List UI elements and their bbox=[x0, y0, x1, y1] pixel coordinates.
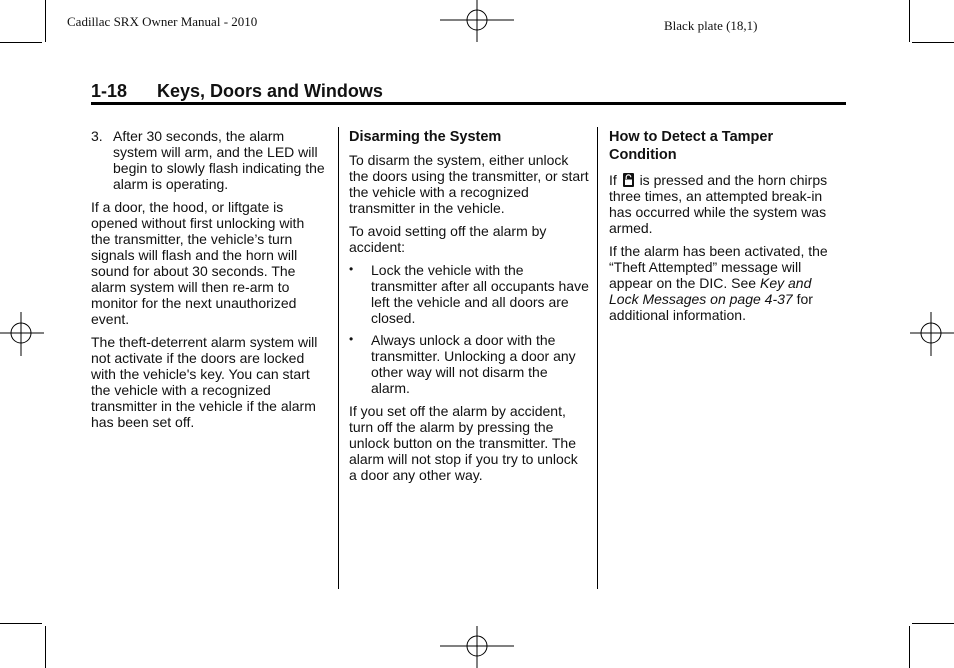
bullet-symbol: • bbox=[349, 332, 354, 346]
paragraph-dic bbox=[609, 243, 841, 323]
column-divider-1 bbox=[338, 127, 339, 589]
registration-mark-right bbox=[910, 312, 954, 356]
manual-title: Cadillac SRX Owner Manual - 2010 bbox=[67, 14, 258, 29]
text-after-icon: is pressed and the horn chirps three times, an attempted break-in has occurred while the system was armed. bbox=[609, 172, 828, 236]
reference-link[interactable]: Key and Lock Messages on page 4-37 bbox=[609, 275, 812, 307]
heading-tamper: How to Detect a Tamper Condition bbox=[609, 129, 774, 163]
paragraph-accident: If you set off the alarm by accident, turn off the alarm by pressing the unlock button on the transmitter. The alarm will not stop if you try to unlock a door any other way. bbox=[349, 403, 578, 483]
crop-mark-bottom-right-h bbox=[912, 623, 954, 624]
text-if: If bbox=[609, 172, 617, 188]
column-3 bbox=[609, 128, 841, 330]
text-dic: If the alarm has been activated, the “Theft Attempted” message will appear on the DIC. See bbox=[609, 243, 828, 291]
section-title: Keys, Doors and Windows bbox=[157, 81, 383, 101]
step-text: After 30 seconds, the alarm system will arm, and the LED will begin to slowly flash indicating the alarm is operating. bbox=[113, 128, 325, 192]
registration-mark-left bbox=[0, 312, 44, 356]
column-1 bbox=[91, 128, 327, 437]
paragraph-key-lock: The theft-deterrent alarm system will not activate if the doors are locked with the vehicle's key. You can start the vehicle with a recognized transmitter in the vehicle if the alarm has been set off. bbox=[91, 334, 318, 430]
heading-disarming: Disarming the System bbox=[349, 129, 502, 145]
crop-mark-top-right-v bbox=[909, 0, 910, 42]
bullet-text: Lock the vehicle with the transmitter after all occupants have left the vehicle and all doors are closed. bbox=[371, 262, 589, 326]
step-3 bbox=[91, 128, 327, 192]
paragraph-avoid: To avoid setting off the alarm by accident: bbox=[349, 223, 547, 255]
text-additional: for additional information. bbox=[609, 291, 813, 323]
bullet-text: Always unlock a door with the transmitter. Unlocking a door any other way will not disarm the alarm. bbox=[371, 332, 576, 396]
crop-mark-top-left-h bbox=[0, 42, 42, 43]
registration-mark-top bbox=[440, 0, 514, 44]
crop-mark-top-left-v bbox=[45, 0, 46, 42]
crop-mark-top-right-h bbox=[912, 42, 954, 43]
step-number: 3. bbox=[91, 128, 103, 144]
column-divider-2 bbox=[597, 127, 598, 589]
registration-mark-bottom bbox=[440, 624, 514, 668]
page-number: 1-18 bbox=[91, 81, 128, 101]
crop-mark-bottom-left-h bbox=[0, 623, 42, 624]
bullet-symbol: • bbox=[349, 262, 354, 276]
paragraph-disarm: To disarm the system, either unlock the doors using the transmitter, or start the vehicle with a recognized transmitter in the vehicle. bbox=[349, 152, 589, 216]
section-heading bbox=[91, 80, 846, 105]
paragraph-tamper bbox=[609, 172, 841, 236]
list-item bbox=[349, 262, 589, 326]
list-item bbox=[349, 332, 589, 396]
crop-mark-bottom-right-v bbox=[909, 626, 910, 668]
column-2 bbox=[349, 128, 589, 490]
unlock-button-icon bbox=[623, 173, 634, 187]
crop-mark-bottom-left-v bbox=[45, 626, 46, 668]
plate-label: Black plate (18,1) bbox=[664, 18, 758, 33]
paragraph-door-opened: If a door, the hood, or liftgate is opened without first unlocking with the transmitter, the vehicle’s turn signals will flash and the horn will sound for about 30 seconds. The alarm system will then re-arm to monitor for the next unauthorized event. bbox=[91, 199, 305, 327]
